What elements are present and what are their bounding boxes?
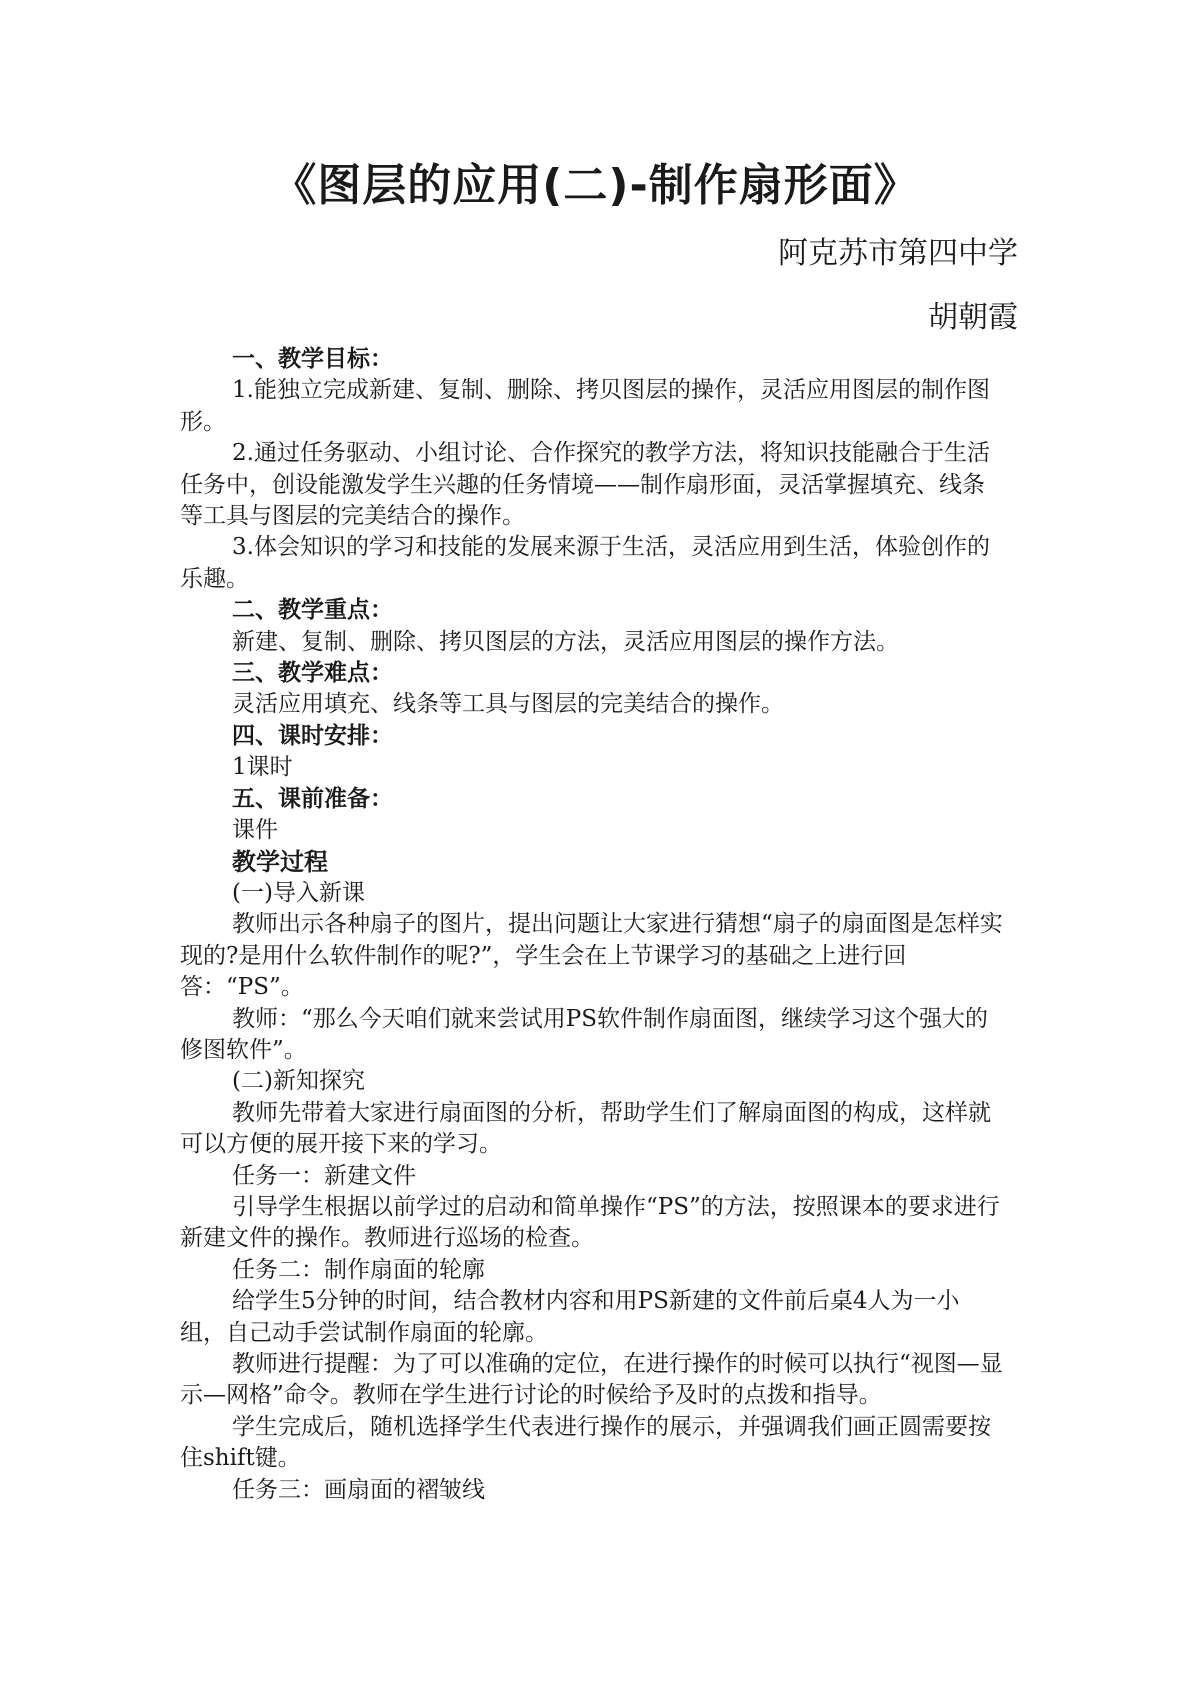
task2-paragraph-2: 教师进行提醒：为了可以准确的定位，在进行操作的时候可以执行“视图—显示—网格”命令。教师在学生进行讨论的时候给予及时的点拨和指导。 xyxy=(180,1351,1003,1409)
schedule-heading: 四、课时安排： xyxy=(232,722,393,749)
task2-paragraph-1: 给学生5分钟的时间，结合教材内容和用PS新建的文件前后桌4人为一小组，自己动手尝试制作扇面的轮廓。 xyxy=(180,1288,960,1346)
part1-heading: (一)导入新课 xyxy=(232,879,365,906)
document-body xyxy=(180,344,1004,1506)
part1-paragraph-1: 教师出示各种扇子的图片，提出问题让大家进行猜想“扇子的扇面图是怎样实现的?是用什么软件制作的呢?”，学生会在上节课学习的基础之上进行回答：“PS”。 xyxy=(180,911,1003,1001)
difficulty-text: 灵活应用填充、线条等工具与图层的完美结合的操作。 xyxy=(232,691,784,718)
key-points-text: 新建、复制、删除、拷贝图层的方法，灵活应用图层的操作方法。 xyxy=(232,628,899,655)
part2-heading: (二)新知探究 xyxy=(232,1068,365,1095)
part1-paragraph-2: 教师：“那么今天咱们就来尝试用PS软件制作扇面图，继续学习这个强大的修图软件”。 xyxy=(180,1005,988,1063)
process-heading: 教学过程 xyxy=(232,847,328,876)
goal-1: 1.能独立完成新建、复制、删除、拷贝图层的操作，灵活应用图层的制作图形。 xyxy=(180,377,990,435)
preparation-heading: 五、课前准备： xyxy=(232,785,393,812)
goal-3: 3.体会知识的学习和技能的发展来源于生活，灵活应用到生活，体验创作的乐趣。 xyxy=(180,534,990,592)
task3-heading: 任务三：画扇面的褶皱线 xyxy=(232,1476,485,1503)
goals-heading: 一、教学目标： xyxy=(232,346,393,372)
preparation-text: 课件 xyxy=(232,817,278,844)
difficulty-heading: 三、教学难点： xyxy=(232,660,393,687)
author-name: 胡朝霞 xyxy=(928,300,1018,335)
task2-paragraph-3: 学生完成后，随机选择学生代表进行操作的展示，并强调我们画正圆需要按住shift键。 xyxy=(180,1413,991,1472)
part2-paragraph-1: 教师先带着大家进行扇面图的分析，帮助学生们了解扇面图的构成，这样就可以方便的展开接下来的学习。 xyxy=(180,1099,991,1158)
document-title: 《图层的应用(二)-制作扇形面》 xyxy=(272,160,919,211)
goal-2: 2.通过任务驱动、小组讨论、合作探究的教学方法，将知识技能融合于生活任务中，创设能激发学生兴趣的任务情境——制作扇形面，灵活掌握填充、线条等工具与图层的完美结合的操作。 xyxy=(180,440,990,530)
task1-paragraph-1: 引导学生根据以前学过的启动和简单操作“PS”的方法，按照课本的要求进行新建文件的操作。教师进行巡场的检查。 xyxy=(180,1193,1000,1252)
task2-heading: 任务二：制作扇面的轮廓 xyxy=(232,1256,485,1283)
task1-heading: 任务一：新建文件 xyxy=(232,1162,416,1189)
school-name: 阿克苏市第四中学 xyxy=(778,236,1018,271)
schedule-text: 1课时 xyxy=(232,754,293,781)
key-points-heading: 二、教学重点： xyxy=(232,597,393,624)
